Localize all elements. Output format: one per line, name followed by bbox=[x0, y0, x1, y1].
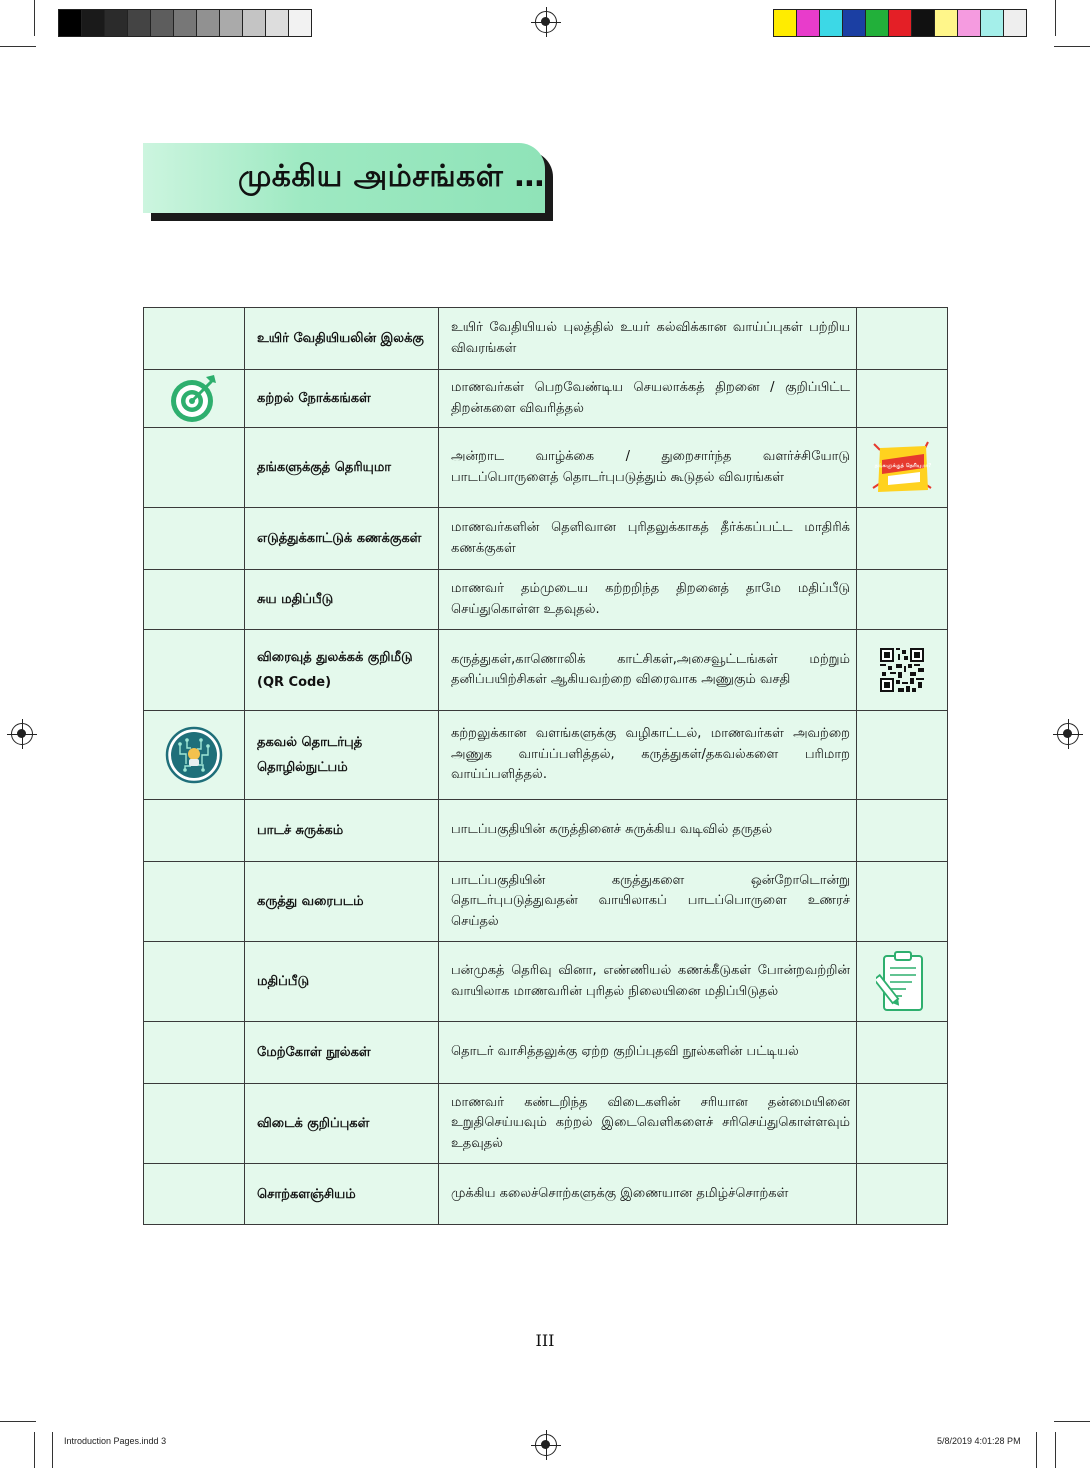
page-title: முக்கிய அம்சங்கள் … bbox=[238, 158, 545, 194]
right-icon-cell bbox=[857, 711, 948, 800]
ict-circuit-icon bbox=[165, 726, 223, 784]
feature-title: சொற்களஞ்சியம் bbox=[245, 1164, 439, 1225]
feature-title: உயிர் வேதியியலின் இலக்கு bbox=[245, 308, 439, 370]
right-icon-cell bbox=[857, 508, 948, 570]
do-you-know-badge-icon bbox=[870, 438, 934, 498]
crop-mark bbox=[0, 46, 36, 47]
feature-description: பன்முகத் தெரிவு வினா, எண்ணியல் கணக்கீடுகள் போன்றவற்றின் வாயிலாக மாணவரின் புரிதல் நிலையினை மதிப்பிடுதல் bbox=[439, 942, 857, 1022]
right-icon-cell bbox=[857, 308, 948, 370]
feature-description: தொடர் வாசித்தலுக்கு ஏற்ற குறிப்புதவி நூல்களின் பட்டியல் bbox=[439, 1022, 857, 1084]
color-calibration-bar bbox=[773, 9, 1027, 37]
heading-banner bbox=[143, 143, 545, 213]
feature-title: பாடச் சுருக்கம் bbox=[245, 800, 439, 862]
right-icon-cell bbox=[857, 428, 948, 508]
right-icon-cell bbox=[857, 862, 948, 942]
crop-mark bbox=[34, 1432, 35, 1468]
feature-title: மதிப்பீடு bbox=[245, 942, 439, 1022]
footer-timestamp: 5/8/2019 4:01:28 PM bbox=[937, 1436, 1021, 1446]
table-row bbox=[144, 1164, 948, 1225]
crop-mark bbox=[1055, 0, 1056, 36]
left-icon-cell bbox=[144, 428, 245, 508]
feature-title: எடுத்துக்காட்டுக் கணக்குகள் bbox=[245, 508, 439, 570]
table-row bbox=[144, 800, 948, 862]
clipboard-pencil-icon bbox=[876, 950, 928, 1014]
feature-title: மேற்கோள் நூல்கள் bbox=[245, 1022, 439, 1084]
table-row bbox=[144, 942, 948, 1022]
crop-mark bbox=[0, 1421, 36, 1422]
feature-description: கருத்துகள்,காணொலிக் காட்சிகள்,அசைவூட்டங்கள் மற்றும் தனிப்பயிற்சிகள் ஆகியவற்றை விரைவாக அணுகும் வசதி bbox=[439, 630, 857, 711]
crop-mark bbox=[34, 0, 35, 36]
crop-mark bbox=[1055, 1432, 1056, 1468]
grayscale-calibration-bar bbox=[58, 9, 312, 37]
feature-description: மாணவர் தம்முடைய கற்றறிந்த திறனைத் தாமே மதிப்பீடு செய்துகொள்ள உதவுதல். bbox=[439, 570, 857, 630]
feature-title: தகவல் தொடர்புத் தொழில்நுட்பம் bbox=[245, 711, 439, 800]
crop-mark bbox=[1036, 1432, 1037, 1468]
right-icon-cell bbox=[857, 1022, 948, 1084]
table-row bbox=[144, 428, 948, 508]
right-icon-cell bbox=[857, 1084, 948, 1164]
left-icon-cell bbox=[144, 711, 245, 800]
feature-description: பாடப்பகுதியின் கருத்துகளை ஒன்றோடொன்று தொடர்புபடுத்துவதன் வாயிலாகப் பாடப்பொருளை உணரச் செய்தல் bbox=[439, 862, 857, 942]
right-icon-cell bbox=[857, 942, 948, 1022]
feature-title: விரைவுத் துலக்கக் குறிமீடு (QR Code) bbox=[245, 630, 439, 711]
right-icon-cell bbox=[857, 570, 948, 630]
feature-description: மாணவர்களின் தெளிவான புரிதலுக்காகத் தீர்க்கப்பட்ட மாதிரிக் கணக்குகள் bbox=[439, 508, 857, 570]
table-row bbox=[144, 862, 948, 942]
right-icon-cell bbox=[857, 1164, 948, 1225]
badge-text: தங்களுக்குத் தெரியுமா? bbox=[874, 462, 932, 469]
left-icon-cell bbox=[144, 508, 245, 570]
left-icon-cell bbox=[144, 862, 245, 942]
feature-title: தங்களுக்குத் தெரியுமா bbox=[245, 428, 439, 508]
crop-mark bbox=[1054, 1421, 1090, 1422]
table-row bbox=[144, 711, 948, 800]
registration-mark-top bbox=[535, 11, 557, 33]
right-icon-cell bbox=[857, 800, 948, 862]
left-icon-cell bbox=[144, 1022, 245, 1084]
feature-description: உயிர் வேதியியல் புலத்தில் உயர் கல்விக்கான வாய்ப்புகள் பற்றிய விவரங்கள் bbox=[439, 308, 857, 370]
left-icon-cell bbox=[144, 942, 245, 1022]
feature-description: பாடப்பகுதியின் கருத்தினைச் சுருக்கிய வடிவில் தருதல் bbox=[439, 800, 857, 862]
crop-mark bbox=[52, 1432, 53, 1468]
left-icon-cell bbox=[144, 570, 245, 630]
table-row bbox=[144, 570, 948, 630]
registration-mark-right bbox=[1057, 723, 1079, 745]
table-row bbox=[144, 308, 948, 370]
left-icon-cell bbox=[144, 1164, 245, 1225]
table-row bbox=[144, 630, 948, 711]
table-row bbox=[144, 1022, 948, 1084]
feature-description: மாணவர் கண்டறிந்த விடைகளின் சரியான தன்மையினை உறுதிசெய்யவும் கற்றல் இடைவெளிகளைச் சரிசெய்துகொள்ளவும் உதவுதல் bbox=[439, 1084, 857, 1164]
target-icon bbox=[168, 373, 220, 425]
feature-title: விடைக் குறிப்புகள் bbox=[245, 1084, 439, 1164]
feature-description: அன்றாட வாழ்க்கை / துறைசார்ந்த வளர்ச்சியோடு பாடப்பொருளைத் தொடர்புபடுத்தும் கூடுதல் விவரங்கள் bbox=[439, 428, 857, 508]
feature-description: கற்றலுக்கான வளங்களுக்கு வழிகாட்டல், மாணவர்கள் அவற்றை அணுக வாய்ப்பளித்தல், கருத்துகள்/தகவல்களை பரிமாற வாய்ப்பளித்தல். bbox=[439, 711, 857, 800]
feature-title: சுய மதிப்பீடு bbox=[245, 570, 439, 630]
feature-title: கற்றல் நோக்கங்கள் bbox=[245, 370, 439, 428]
qr-code-icon bbox=[880, 648, 924, 692]
features-table bbox=[143, 307, 948, 1225]
table-row bbox=[144, 370, 948, 428]
left-icon-cell bbox=[144, 308, 245, 370]
page-number: III bbox=[535, 1331, 555, 1350]
registration-mark-left bbox=[11, 723, 33, 745]
left-icon-cell bbox=[144, 370, 245, 428]
feature-description: மாணவர்கள் பெறவேண்டிய செயலாக்கத் திறனை / குறிப்பிட்ட திறன்களை விவரித்தல் bbox=[439, 370, 857, 428]
footer-file-slug: Introduction Pages.indd 3 bbox=[64, 1436, 167, 1446]
feature-description: முக்கிய கலைச்சொற்களுக்கு இணையான தமிழ்ச்சொற்கள் bbox=[439, 1164, 857, 1225]
right-icon-cell bbox=[857, 370, 948, 428]
feature-title: கருத்து வரைபடம் bbox=[245, 862, 439, 942]
right-icon-cell bbox=[857, 630, 948, 711]
left-icon-cell bbox=[144, 800, 245, 862]
left-icon-cell bbox=[144, 630, 245, 711]
registration-mark-bottom bbox=[535, 1434, 557, 1456]
table-row bbox=[144, 508, 948, 570]
crop-mark bbox=[1054, 46, 1090, 47]
left-icon-cell bbox=[144, 1084, 245, 1164]
table-row bbox=[144, 1084, 948, 1164]
